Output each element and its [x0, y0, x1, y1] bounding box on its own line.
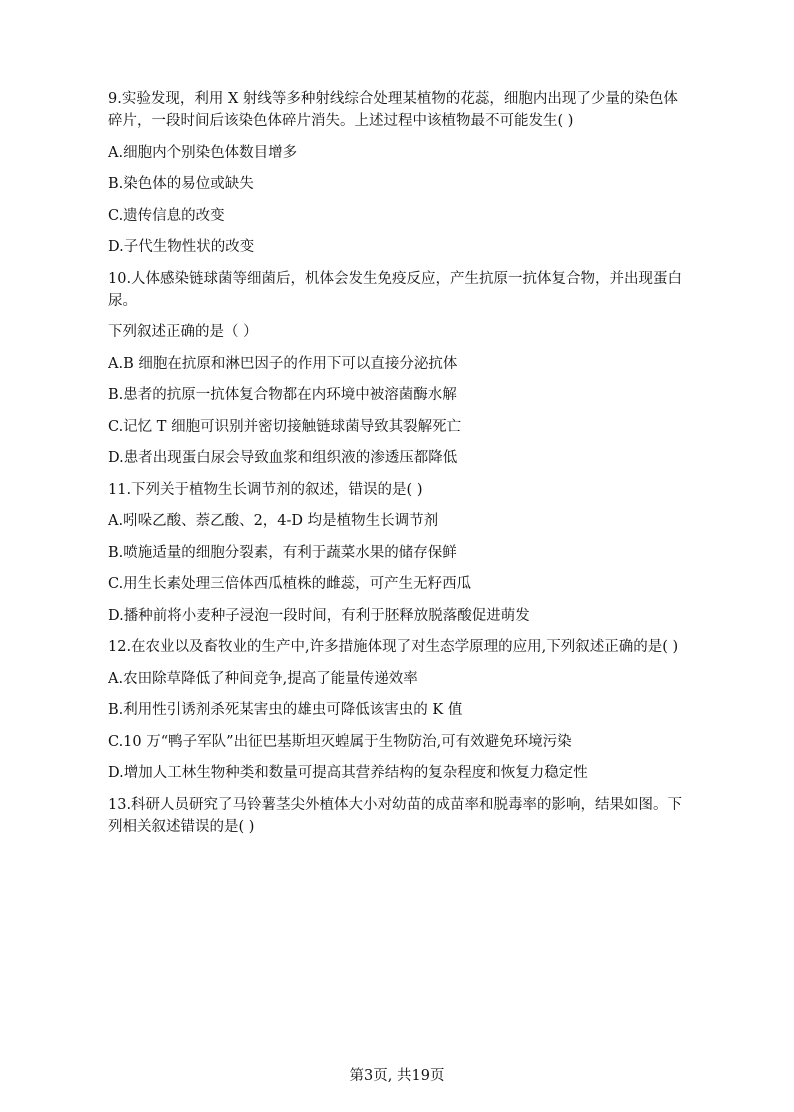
question-10-option-d: D.患者出现蛋白尿会导致血浆和组织液的渗透压都降低 [108, 450, 458, 466]
question-11-stem-line-1: 11.下列关于植物生长调节剂的叙述，错误的是( ) [108, 481, 423, 498]
question-12-option-c: C.10 万“鸭子军队”出征巴基斯坦灭蝗属于生物防治,可有效避免环境污染 [108, 733, 572, 750]
question-9-option-a: A.细胞内个别染色体数目增多 [108, 144, 298, 161]
question-10-option-b: B.患者的抗原一抗体复合物都在内环境中被溶菌酶水解 [108, 387, 457, 403]
question-9-option-b: B.染色体的易位或缺失 [108, 176, 254, 192]
question-10-stem-line-3: 下列叙述正确的是（ ） [108, 324, 258, 340]
question-11-option-a: A.吲哚乙酸、萘乙酸、2，4-D 均是植物生长调节剂 [108, 513, 439, 529]
question-11-option-c: C.用生长素处理三倍体西瓜植株的雌蕊，可产生无籽西瓜 [108, 576, 472, 592]
question-9-option-d: D.子代生物性状的改变 [108, 239, 255, 255]
page-content [108, 88, 688, 847]
question-9-stem-line-1: 9.实验发现，利用 X 射线等多种射线综合处理某植物的花蕊，细胞内出现了少量的染色体 [108, 91, 678, 107]
question-10-option-c: C.记忆 T 细胞可识别并密切接触链球菌导致其裂解死亡 [108, 418, 462, 435]
question-12-option-d: D.增加人工林生物种类和数量可提高其营养结构的复杂程度和恢复力稳定性 [108, 765, 588, 781]
question-10-stem-line-2: 尿。 [108, 292, 137, 309]
question-12-option-b: B.利用性引诱剂杀死某害虫的雄虫可降低该害虫的 K 值 [108, 702, 463, 718]
question-9-stem-line-2: 碎片，一段时间后该染色体碎片消失。上述过程中该植物最不可能发生( ) [108, 113, 574, 129]
question-12-stem-line-1: 12.在农业以及畜牧业的生产中,许多措施体现了对生态学原理的应用,下列叙述正确的是( ) [108, 639, 679, 655]
question-13-stem-line-2: 列相关叙述错误的是( ) [108, 818, 255, 835]
question-10-option-a: A.B 细胞在抗原和淋巴因子的作用下可以直接分泌抗体 [108, 355, 458, 372]
question-9-option-c: C.遗传信息的改变 [108, 207, 225, 224]
question-13-stem-line-1: 13.科研人员研究了马铃薯茎尖外植体大小对幼苗的成苗率和脱毒率的影响，结果如图。下 [108, 796, 683, 813]
question-12-option-a: A.农田除草降低了种间竞争,提高了能量传递效率 [108, 670, 418, 687]
page-number-footer: 第3页, 共19页 [349, 1068, 445, 1084]
question-11-option-d: D.播种前将小麦种子浸泡一段时间，有利于胚释放脱落酸促进萌发 [108, 607, 530, 624]
question-10-stem-line-1: 10.人体感染链球菌等细菌后，机体会发生免疫反应，产生抗原一抗体复合物，并出现蛋白 [108, 270, 683, 287]
question-11-option-b: B.喷施适量的细胞分裂素，有利于蔬菜水果的储存保鲜 [108, 544, 457, 561]
